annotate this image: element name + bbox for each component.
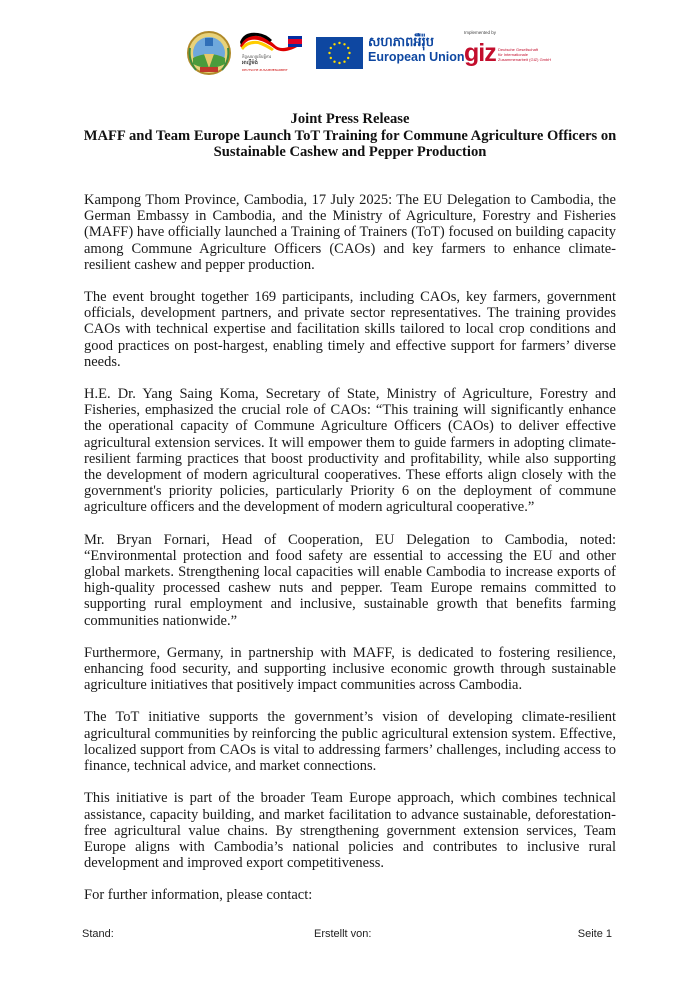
giz-description bbox=[498, 47, 551, 62]
implemented-by-label: Implemented by bbox=[464, 30, 497, 35]
giz-desc-line: für Internationale bbox=[498, 52, 529, 57]
paragraph-tot-initiative: The ToT initiative supports the government’s vision of developing climate-resilient agricultural communities by reinforcing the public agricultural extension system. Effective, localized support from CAOs is vital to addressing farmers’ challenges, including access to finance, technical advice, and market connections. bbox=[84, 709, 616, 775]
paragraph-germany: Furthermore, Germany, in partnership with MAFF, is dedicated to fostering resilience, enhancing food security, and supporting inclusive economic growth through sustainable agriculture initiatives that positively impact communities across Cambodia. bbox=[84, 644, 616, 694]
giz-logo bbox=[464, 30, 558, 76]
cambodia-maff-emblem-icon bbox=[186, 30, 232, 76]
eu-name: European Union bbox=[368, 50, 465, 64]
paragraph-intro: Kampong Thom Province, Cambodia, 17 July 2025: The EU Delegation to Cambodia, the German Embassy in Cambodia, and the Ministry of Agriculture, Forestry and Fisheries (MAFF) have officially launched a Training of Trainers (ToT) focused on building capacity among Commune Agriculture Officers (CAOs) and key farmers to enhance climate-resilient cashew and pepper production. bbox=[84, 192, 616, 273]
footer-stand: Stand: bbox=[82, 928, 114, 940]
german-cooperation-label: DEUTSCHE ZUSAMMENARBEIT bbox=[242, 68, 288, 72]
paragraph-team-europe: This initiative is part of the broader Team Europe approach, which combines technical assistance, capacity building, and market facilitation to advance sustainable, deforestation-free agricultural value chains. By strengthening government extension services, Team Europe aligns with Cambodia’s national policies and contributes to inclusive rural development and improved export competitiveness. bbox=[84, 790, 616, 872]
footer-created-by: Erstellt von: bbox=[314, 928, 372, 940]
giz-desc-line: Zusammenarbeit (GIZ) GmbH bbox=[498, 57, 552, 62]
paragraph-quote-koma: H.E. Dr. Yang Saing Koma, Secretary of State, Ministry of Agriculture, Forestry and Fisheries, emphasized the crucial role of CAOs: “This training will significantly enhance the operational capacity of Commune Agriculture Officers (CAOs) to deliver effective agricultural extension services. It will empower them to guide farmers in adopting climate-resilient farming practices that boost productivity and profitability, while also supporting the development of modern agricultural cooperatives. These efforts align closely with the government's priority policies, particularly Priority 6 on the deployment of commune agriculture officers and the development of modern agricultural cooperative.” bbox=[84, 386, 616, 516]
title-line-1: Joint Press Release bbox=[290, 111, 410, 127]
eu-flag-icon bbox=[316, 37, 363, 69]
giz-logo-icon: giz bbox=[464, 39, 496, 67]
header-logos bbox=[186, 30, 558, 76]
eu-khmer-name: សហភាពអឺរ៉ុប bbox=[368, 35, 435, 50]
german-cooperation-khmer-text: កិច្ចសហប្រតិបត្តិការ bbox=[242, 54, 272, 59]
giz-desc-line: Deutsche Gesellschaft bbox=[498, 47, 539, 52]
footer-page-number: Seite 1 bbox=[577, 928, 612, 940]
eu-label bbox=[368, 36, 465, 65]
german-cambodian-flag-swoosh-icon bbox=[236, 32, 306, 54]
press-release-body bbox=[84, 192, 616, 920]
german-cooperation-khmer-text2: អាល្លឺម៉ង់ bbox=[242, 60, 258, 66]
press-release-title bbox=[60, 111, 640, 161]
german-cooperation-logo bbox=[236, 32, 306, 74]
title-line-3: Sustainable Cashew and Pepper Production bbox=[213, 144, 487, 160]
paragraph-event: The event brought together 169 participants, including CAOs, key farmers, government officials, development partners, and private sector representatives. The training provides CAOs with technical expertise and facilitation skills tailored to local crop conditions and good practices on post-hargest, enabling timely and effective support for farmers’ diverse needs. bbox=[84, 289, 616, 370]
paragraph-contact: For further information, please contact: bbox=[84, 887, 313, 904]
paragraph-quote-fornari: Mr. Bryan Fornari, Head of Cooperation, EU Delegation to Cambodia, noted: “Environmental protection and food safety are essential to accessing the EU and other global markets. Strengthening local capacities will enable Cambodia to increase exports of high-quality processed cashew nuts and pepper. Team Europe remains committed to supporting rural employment and inclusive, sustainable growth that benefits farming communities nationwide.” bbox=[84, 531, 616, 629]
title-line-2: MAFF and Team Europe Launch ToT Training for Commune Agriculture Officers on bbox=[83, 127, 617, 144]
page-footer bbox=[82, 928, 612, 944]
